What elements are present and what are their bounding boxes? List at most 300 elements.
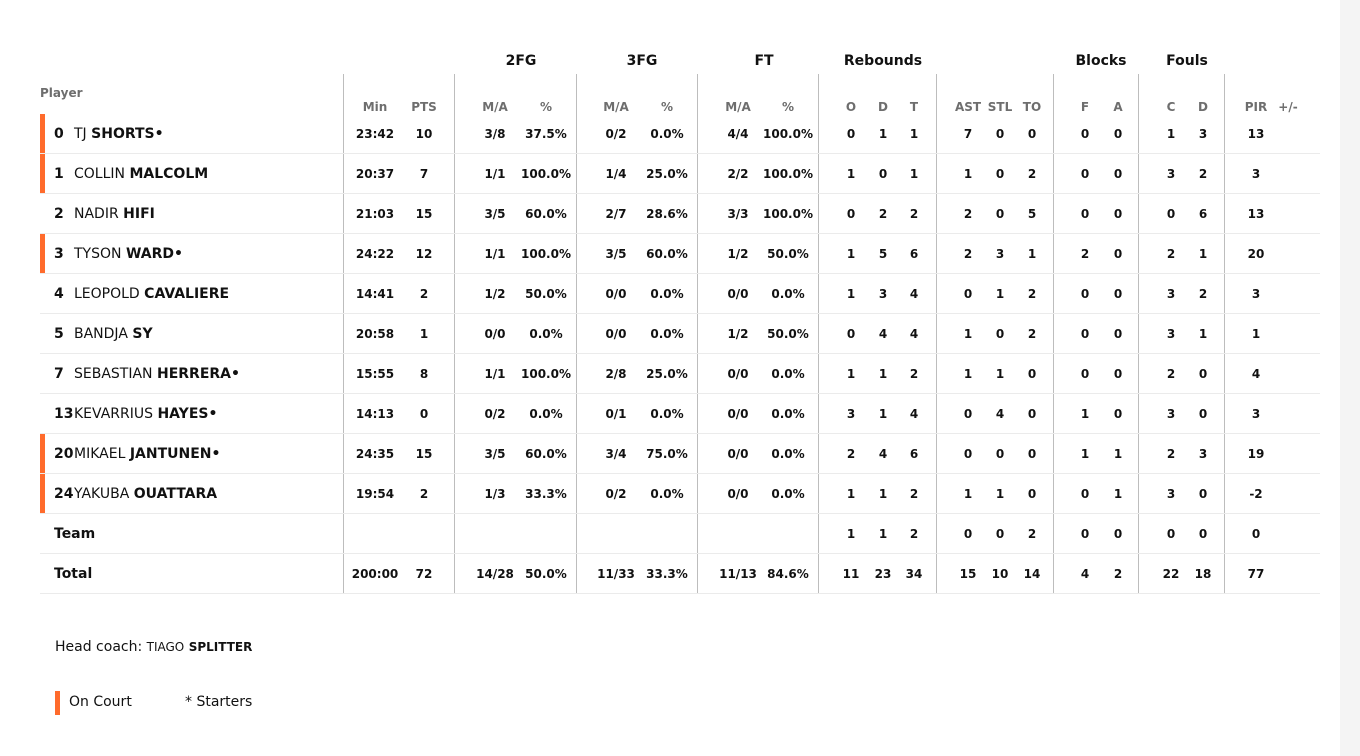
column-header-reb-o: O bbox=[845, 100, 857, 114]
cell-reb-d: 5 bbox=[878, 247, 888, 261]
column-header-3fg-pct: % bbox=[660, 100, 674, 114]
cell-ast: 7 bbox=[963, 127, 973, 141]
cell-ft-ma: 0/0 bbox=[727, 487, 749, 501]
column-header-pir: PIR bbox=[1244, 100, 1268, 114]
cell-min: 20:58 bbox=[355, 327, 395, 341]
on-court-legend-label: On Court bbox=[69, 694, 132, 710]
cell-to: 1 bbox=[1027, 247, 1037, 261]
player-first-name: YAKUBA bbox=[74, 486, 130, 502]
cell-blk-a: 0 bbox=[1113, 207, 1123, 221]
cell-foul-d: 3 bbox=[1198, 127, 1208, 141]
cell-pir: 19 bbox=[1247, 447, 1265, 461]
on-court-marker bbox=[40, 474, 45, 514]
cell-pir: 4 bbox=[1251, 367, 1261, 381]
column-header-foul-c: C bbox=[1166, 100, 1176, 114]
player-row bbox=[40, 154, 1320, 194]
head-coach-label: Head coach: bbox=[55, 639, 143, 655]
cell-min: 15:55 bbox=[355, 367, 395, 381]
cell-3fg-pct: 60.0% bbox=[646, 247, 688, 261]
player-row bbox=[40, 194, 1320, 234]
player-name[interactable] bbox=[74, 326, 153, 342]
cell-reb-o: 0 bbox=[846, 207, 856, 221]
cell-foul-c: 3 bbox=[1166, 327, 1176, 341]
column-header-2fg-ma: M/A bbox=[482, 100, 508, 114]
cell-ft-pct: 50.0% bbox=[767, 327, 809, 341]
cell-to: 2 bbox=[1027, 287, 1037, 301]
cell-3fg-ma: 2/7 bbox=[605, 207, 627, 221]
cell-to: 0 bbox=[1027, 407, 1037, 421]
cell-foul-d: 6 bbox=[1198, 207, 1208, 221]
cell-ft-pct: 0.0% bbox=[771, 367, 805, 381]
cell-min: 24:22 bbox=[355, 247, 395, 261]
team-label: Team bbox=[54, 526, 96, 542]
cell-min: 24:35 bbox=[355, 447, 395, 461]
column-header-blk-a: A bbox=[1113, 100, 1123, 114]
cell-reb-o: 0 bbox=[846, 327, 856, 341]
cell-blk-f: 0 bbox=[1080, 487, 1090, 501]
player-row bbox=[40, 354, 1320, 394]
cell-ast: 0 bbox=[963, 447, 973, 461]
column-header-stl: STL bbox=[987, 100, 1013, 114]
cell-pir: 77 bbox=[1247, 567, 1265, 581]
cell-foul-d: 0 bbox=[1198, 527, 1208, 541]
cell-min: 14:41 bbox=[355, 287, 395, 301]
cell-foul-c: 2 bbox=[1166, 247, 1176, 261]
cell-reb-d: 4 bbox=[878, 327, 888, 341]
cell-foul-c: 22 bbox=[1162, 567, 1180, 581]
cell-blk-a: 0 bbox=[1113, 367, 1123, 381]
cell-ft-pct: 100.0% bbox=[763, 167, 813, 181]
head-coach-last-name: SPLITTER bbox=[188, 640, 253, 654]
cell-blk-a: 2 bbox=[1113, 567, 1123, 581]
cell-3fg-pct: 0.0% bbox=[650, 407, 684, 421]
player-last-name: HIFI bbox=[123, 206, 155, 222]
cell-foul-c: 3 bbox=[1166, 287, 1176, 301]
cell-foul-d: 2 bbox=[1198, 167, 1208, 181]
cell-3fg-ma: 2/8 bbox=[605, 367, 627, 381]
starter-marker: • bbox=[211, 446, 221, 462]
cell-pts: 15 bbox=[415, 207, 433, 221]
column-header-blk-f: F bbox=[1080, 100, 1090, 114]
player-name[interactable] bbox=[74, 486, 217, 502]
player-first-name: SEBASTIAN bbox=[74, 366, 153, 382]
cell-blk-a: 0 bbox=[1113, 287, 1123, 301]
cell-2fg-ma: 14/28 bbox=[476, 567, 514, 581]
total-label: Total bbox=[54, 566, 93, 582]
on-court-marker bbox=[40, 434, 45, 474]
group-header-ft: FT bbox=[754, 53, 774, 69]
player-name[interactable] bbox=[74, 286, 229, 302]
cell-3fg-pct: 0.0% bbox=[650, 287, 684, 301]
cell-pir: 3 bbox=[1251, 167, 1261, 181]
cell-reb-d: 1 bbox=[878, 487, 888, 501]
cell-ft-ma: 0/0 bbox=[727, 407, 749, 421]
cell-blk-a: 0 bbox=[1113, 407, 1123, 421]
player-name[interactable] bbox=[74, 366, 240, 382]
cell-reb-d: 4 bbox=[878, 447, 888, 461]
cell-2fg-ma: 1/1 bbox=[484, 247, 506, 261]
player-last-name: SY bbox=[132, 326, 153, 342]
cell-pir: 0 bbox=[1251, 527, 1261, 541]
player-name[interactable] bbox=[74, 446, 220, 462]
player-last-name: WARD bbox=[125, 246, 174, 262]
cell-2fg-ma: 3/8 bbox=[484, 127, 506, 141]
column-header-plus-minus: +/- bbox=[1278, 100, 1298, 114]
cell-pts: 0 bbox=[419, 407, 429, 421]
cell-2fg-ma: 0/0 bbox=[484, 327, 506, 341]
head-coach bbox=[55, 639, 252, 655]
cell-ft-pct: 0.0% bbox=[771, 287, 805, 301]
cell-pts: 8 bbox=[419, 367, 429, 381]
starter-marker: • bbox=[208, 406, 218, 422]
player-first-name: KEVARRIUS bbox=[74, 406, 154, 422]
player-first-name: BANDJA bbox=[74, 326, 128, 342]
cell-reb-d: 1 bbox=[878, 367, 888, 381]
column-header-foul-d: D bbox=[1198, 100, 1208, 114]
cell-ft-pct: 0.0% bbox=[771, 447, 805, 461]
on-court-legend-marker bbox=[55, 691, 60, 715]
cell-foul-c: 1 bbox=[1166, 127, 1176, 141]
player-last-name: MALCOLM bbox=[129, 166, 209, 182]
cell-3fg-pct: 0.0% bbox=[650, 327, 684, 341]
player-row bbox=[40, 274, 1320, 314]
cell-to: 0 bbox=[1027, 447, 1037, 461]
cell-ast: 15 bbox=[959, 567, 977, 581]
cell-reb-t: 4 bbox=[909, 327, 919, 341]
cell-blk-f: 1 bbox=[1080, 447, 1090, 461]
cell-2fg-pct: 50.0% bbox=[525, 287, 567, 301]
cell-to: 14 bbox=[1023, 567, 1041, 581]
total-row bbox=[40, 554, 1320, 594]
cell-foul-d: 2 bbox=[1198, 287, 1208, 301]
cell-stl: 3 bbox=[995, 247, 1005, 261]
cell-reb-t: 2 bbox=[909, 527, 919, 541]
player-number: 3 bbox=[54, 246, 64, 262]
cell-pts: 7 bbox=[419, 167, 429, 181]
cell-blk-f: 0 bbox=[1080, 287, 1090, 301]
cell-min: 23:42 bbox=[355, 127, 395, 141]
cell-2fg-pct: 0.0% bbox=[529, 407, 563, 421]
on-court-marker bbox=[40, 114, 45, 154]
player-first-name: TJ bbox=[74, 126, 87, 142]
player-number: 13 bbox=[54, 406, 74, 422]
group-header-blocks: Blocks bbox=[1075, 53, 1127, 69]
player-row bbox=[40, 394, 1320, 434]
cell-3fg-pct: 0.0% bbox=[650, 487, 684, 501]
cell-2fg-pct: 50.0% bbox=[525, 567, 567, 581]
cell-ast: 1 bbox=[963, 487, 973, 501]
cell-2fg-pct: 0.0% bbox=[529, 327, 563, 341]
cell-min: 20:37 bbox=[355, 167, 395, 181]
cell-reb-d: 1 bbox=[878, 127, 888, 141]
cell-min: 19:54 bbox=[355, 487, 395, 501]
cell-foul-c: 3 bbox=[1166, 487, 1176, 501]
player-last-name: JANTUNEN bbox=[129, 446, 212, 462]
cell-pir: 20 bbox=[1247, 247, 1265, 261]
on-court-marker bbox=[40, 154, 45, 194]
cell-reb-t: 34 bbox=[905, 567, 923, 581]
cell-pts: 2 bbox=[419, 287, 429, 301]
cell-2fg-pct: 60.0% bbox=[525, 447, 567, 461]
column-header-to: TO bbox=[1022, 100, 1042, 114]
cell-pir: 13 bbox=[1247, 207, 1265, 221]
player-first-name: NADIR bbox=[74, 206, 119, 222]
starters-legend-label: * Starters bbox=[185, 694, 253, 710]
cell-2fg-pct: 60.0% bbox=[525, 207, 567, 221]
cell-pts: 1 bbox=[419, 327, 429, 341]
cell-foul-c: 0 bbox=[1166, 207, 1176, 221]
cell-reb-t: 2 bbox=[909, 487, 919, 501]
cell-reb-t: 1 bbox=[909, 167, 919, 181]
cell-to: 2 bbox=[1027, 327, 1037, 341]
cell-foul-c: 3 bbox=[1166, 167, 1176, 181]
cell-foul-d: 3 bbox=[1198, 447, 1208, 461]
column-header-pts: PTS bbox=[411, 100, 437, 114]
player-number: 24 bbox=[54, 486, 74, 502]
cell-stl: 0 bbox=[995, 527, 1005, 541]
player-name[interactable] bbox=[74, 406, 217, 422]
cell-stl: 4 bbox=[995, 407, 1005, 421]
cell-3fg-pct: 75.0% bbox=[646, 447, 688, 461]
player-number: 5 bbox=[54, 326, 64, 342]
cell-blk-a: 0 bbox=[1113, 127, 1123, 141]
cell-foul-c: 2 bbox=[1166, 367, 1176, 381]
column-header-ft-ma: M/A bbox=[725, 100, 751, 114]
cell-to: 0 bbox=[1027, 487, 1037, 501]
cell-stl: 1 bbox=[995, 487, 1005, 501]
player-row bbox=[40, 314, 1320, 354]
cell-pir: 13 bbox=[1247, 127, 1265, 141]
cell-ft-pct: 100.0% bbox=[763, 127, 813, 141]
cell-ft-pct: 84.6% bbox=[767, 567, 809, 581]
cell-reb-o: 3 bbox=[846, 407, 856, 421]
cell-blk-f: 1 bbox=[1080, 407, 1090, 421]
cell-blk-a: 1 bbox=[1113, 487, 1123, 501]
player-name[interactable] bbox=[74, 246, 183, 262]
player-last-name: HAYES bbox=[157, 406, 209, 422]
cell-ft-ma: 4/4 bbox=[727, 127, 749, 141]
player-name[interactable] bbox=[74, 126, 164, 142]
cell-min: 14:13 bbox=[355, 407, 395, 421]
column-header-min: Min bbox=[362, 100, 388, 114]
cell-pir: 3 bbox=[1251, 407, 1261, 421]
cell-reb-t: 1 bbox=[909, 127, 919, 141]
player-row bbox=[40, 474, 1320, 514]
group-header-2fg: 2FG bbox=[505, 53, 537, 69]
cell-3fg-ma: 3/4 bbox=[605, 447, 627, 461]
cell-ft-ma: 11/13 bbox=[719, 567, 757, 581]
cell-to: 2 bbox=[1027, 167, 1037, 181]
cell-2fg-pct: 100.0% bbox=[521, 167, 571, 181]
player-name[interactable] bbox=[74, 206, 155, 222]
cell-blk-a: 1 bbox=[1113, 447, 1123, 461]
column-header-ast: AST bbox=[954, 100, 982, 114]
cell-blk-f: 0 bbox=[1080, 127, 1090, 141]
on-court-marker bbox=[40, 234, 45, 274]
cell-reb-d: 23 bbox=[874, 567, 892, 581]
cell-blk-a: 0 bbox=[1113, 247, 1123, 261]
player-last-name: HERRERA bbox=[156, 366, 232, 382]
cell-ft-ma: 1/2 bbox=[727, 247, 749, 261]
cell-stl: 0 bbox=[995, 127, 1005, 141]
player-last-name: CAVALIERE bbox=[144, 286, 230, 302]
cell-ast: 0 bbox=[963, 287, 973, 301]
cell-blk-a: 0 bbox=[1113, 327, 1123, 341]
cell-pir: 3 bbox=[1251, 287, 1261, 301]
cell-stl: 10 bbox=[991, 567, 1009, 581]
cell-stl: 0 bbox=[995, 207, 1005, 221]
cell-2fg-ma: 3/5 bbox=[484, 207, 506, 221]
player-row bbox=[40, 434, 1320, 474]
cell-pts: 15 bbox=[415, 447, 433, 461]
player-first-name: MIKAEL bbox=[74, 446, 126, 462]
player-first-name: COLLIN bbox=[74, 166, 125, 182]
cell-3fg-ma: 0/2 bbox=[605, 487, 627, 501]
player-number: 7 bbox=[54, 366, 64, 382]
cell-stl: 0 bbox=[995, 447, 1005, 461]
cell-blk-a: 0 bbox=[1113, 527, 1123, 541]
cell-to: 0 bbox=[1027, 367, 1037, 381]
cell-ft-pct: 50.0% bbox=[767, 247, 809, 261]
cell-blk-f: 0 bbox=[1080, 207, 1090, 221]
cell-reb-o: 1 bbox=[846, 247, 856, 261]
team-row bbox=[40, 514, 1320, 554]
cell-3fg-pct: 25.0% bbox=[646, 167, 688, 181]
player-row bbox=[40, 114, 1320, 154]
cell-ast: 1 bbox=[963, 367, 973, 381]
cell-to: 0 bbox=[1027, 127, 1037, 141]
cell-to: 5 bbox=[1027, 207, 1037, 221]
cell-stl: 0 bbox=[995, 327, 1005, 341]
cell-3fg-ma: 11/33 bbox=[597, 567, 635, 581]
cell-ft-ma: 0/0 bbox=[727, 287, 749, 301]
cell-foul-d: 1 bbox=[1198, 247, 1208, 261]
cell-2fg-ma: 0/2 bbox=[484, 407, 506, 421]
cell-stl: 1 bbox=[995, 287, 1005, 301]
cell-reb-o: 1 bbox=[846, 367, 856, 381]
cell-foul-d: 0 bbox=[1198, 367, 1208, 381]
cell-pts: 12 bbox=[415, 247, 433, 261]
cell-3fg-pct: 33.3% bbox=[646, 567, 688, 581]
player-number: 4 bbox=[54, 286, 64, 302]
cell-blk-f: 0 bbox=[1080, 527, 1090, 541]
boxscore-table-body bbox=[40, 114, 1320, 594]
cell-ft-ma: 3/3 bbox=[727, 207, 749, 221]
cell-stl: 0 bbox=[995, 167, 1005, 181]
cell-pts: 72 bbox=[415, 567, 433, 581]
column-header-reb-d: D bbox=[878, 100, 888, 114]
player-first-name: LEOPOLD bbox=[74, 286, 140, 302]
cell-pts: 2 bbox=[419, 487, 429, 501]
group-header-fouls: Fouls bbox=[1166, 53, 1208, 69]
cell-3fg-pct: 0.0% bbox=[650, 127, 684, 141]
cell-reb-t: 2 bbox=[909, 207, 919, 221]
cell-min: 200:00 bbox=[351, 567, 399, 581]
cell-foul-d: 1 bbox=[1198, 327, 1208, 341]
group-header-3fg: 3FG bbox=[626, 53, 658, 69]
group-header-rebounds: Rebounds bbox=[843, 53, 923, 69]
cell-ast: 0 bbox=[963, 407, 973, 421]
cell-reb-d: 0 bbox=[878, 167, 888, 181]
player-row bbox=[40, 234, 1320, 274]
player-number: 0 bbox=[54, 126, 64, 142]
cell-2fg-pct: 100.0% bbox=[521, 367, 571, 381]
cell-ft-ma: 2/2 bbox=[727, 167, 749, 181]
player-column-header: Player bbox=[40, 86, 83, 100]
cell-reb-d: 1 bbox=[878, 527, 888, 541]
cell-blk-f: 0 bbox=[1080, 367, 1090, 381]
column-header-ft-pct: % bbox=[781, 100, 795, 114]
cell-reb-t: 2 bbox=[909, 367, 919, 381]
cell-blk-f: 4 bbox=[1080, 567, 1090, 581]
cell-2fg-ma: 1/3 bbox=[484, 487, 506, 501]
cell-2fg-ma: 3/5 bbox=[484, 447, 506, 461]
cell-3fg-ma: 3/5 bbox=[605, 247, 627, 261]
cell-ast: 2 bbox=[963, 247, 973, 261]
cell-2fg-ma: 1/1 bbox=[484, 367, 506, 381]
cell-pir: -2 bbox=[1249, 487, 1263, 501]
cell-3fg-pct: 28.6% bbox=[646, 207, 688, 221]
cell-reb-d: 1 bbox=[878, 407, 888, 421]
cell-ft-pct: 0.0% bbox=[771, 407, 805, 421]
cell-ft-ma: 1/2 bbox=[727, 327, 749, 341]
player-name[interactable] bbox=[74, 166, 208, 182]
cell-ft-ma: 0/0 bbox=[727, 447, 749, 461]
column-header-2fg-pct: % bbox=[539, 100, 553, 114]
cell-ft-pct: 100.0% bbox=[763, 207, 813, 221]
cell-reb-o: 1 bbox=[846, 287, 856, 301]
cell-ast: 2 bbox=[963, 207, 973, 221]
player-last-name: SHORTS bbox=[91, 126, 155, 142]
cell-min: 21:03 bbox=[355, 207, 395, 221]
cell-to: 2 bbox=[1027, 527, 1037, 541]
cell-3fg-pct: 25.0% bbox=[646, 367, 688, 381]
cell-2fg-pct: 33.3% bbox=[525, 487, 567, 501]
cell-blk-f: 0 bbox=[1080, 167, 1090, 181]
cell-2fg-ma: 1/1 bbox=[484, 167, 506, 181]
cell-ft-pct: 0.0% bbox=[771, 487, 805, 501]
cell-2fg-ma: 1/2 bbox=[484, 287, 506, 301]
cell-reb-t: 4 bbox=[909, 287, 919, 301]
cell-3fg-ma: 0/0 bbox=[605, 327, 627, 341]
head-coach-first-name: TIAGO bbox=[146, 640, 185, 654]
cell-3fg-ma: 0/2 bbox=[605, 127, 627, 141]
cell-foul-c: 3 bbox=[1166, 407, 1176, 421]
cell-ast: 1 bbox=[963, 327, 973, 341]
cell-ast: 1 bbox=[963, 167, 973, 181]
cell-3fg-ma: 0/0 bbox=[605, 287, 627, 301]
starter-marker: • bbox=[174, 246, 183, 262]
cell-blk-a: 0 bbox=[1113, 167, 1123, 181]
player-first-name: TYSON bbox=[74, 246, 122, 262]
player-number: 2 bbox=[54, 206, 64, 222]
cell-reb-o: 2 bbox=[846, 447, 856, 461]
cell-3fg-ma: 1/4 bbox=[605, 167, 627, 181]
starter-marker: • bbox=[154, 126, 164, 142]
cell-reb-o: 11 bbox=[842, 567, 860, 581]
cell-ast: 0 bbox=[963, 527, 973, 541]
cell-ft-ma: 0/0 bbox=[727, 367, 749, 381]
cell-reb-o: 1 bbox=[846, 167, 856, 181]
cell-reb-t: 6 bbox=[909, 247, 919, 261]
cell-foul-c: 2 bbox=[1166, 447, 1176, 461]
cell-foul-c: 0 bbox=[1166, 527, 1176, 541]
cell-reb-d: 3 bbox=[878, 287, 888, 301]
cell-pts: 10 bbox=[415, 127, 433, 141]
column-header-reb-t: T bbox=[909, 100, 919, 114]
cell-foul-d: 0 bbox=[1198, 407, 1208, 421]
cell-2fg-pct: 100.0% bbox=[521, 247, 571, 261]
